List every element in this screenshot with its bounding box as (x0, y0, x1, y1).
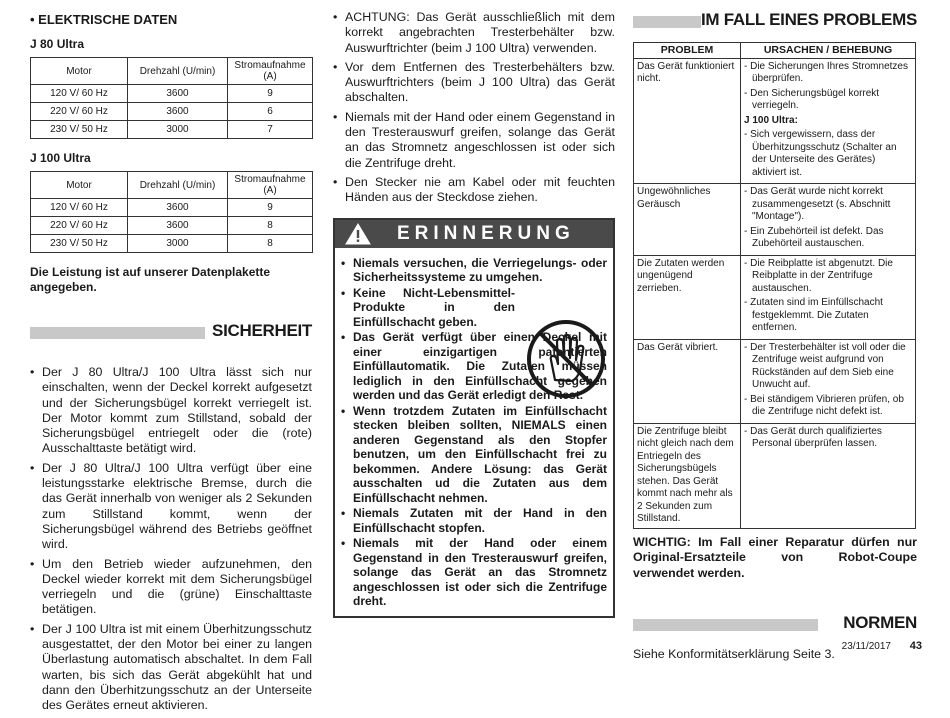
list-item: • ACHTUNG: Das Gerät ausschließlich mit dem korrekt angebrachten Tresterbehälter bzw. Auswurftrichter (beim J 100 Ultra) verwenden. (333, 10, 615, 55)
warning-icon (345, 223, 371, 245)
section-bar (633, 619, 818, 631)
table-row: 120 V/ 60 Hz 3600 9 (31, 85, 313, 103)
reminder-box (333, 218, 615, 618)
page-footer (842, 640, 922, 652)
caution-list (333, 10, 615, 206)
column-middle (333, 10, 615, 618)
list-item: • Der J 80 Ultra/J 100 Ultra lässt sich nur einschalten, wenn der Deckel korrekt aufgesetzt und der Sicherungsbügel korrekt verriegelt ist. Der Motor kommt zum Stillstand, sobald der Sicherungsbügel entriegelt oder die (rote) Ausschalttaste betätigt wird. (30, 365, 312, 456)
section-header-norms (633, 613, 917, 637)
list-item: • Vor dem Entfernen des Tresterbehälters bzw. Auswurftrichters (beim J 100 Ultra) das Gerät abschalten. (333, 59, 615, 105)
power-note: Die Leistung ist auf unserer Datenplakette angegeben. (30, 265, 271, 294)
reminder-header (335, 220, 613, 248)
spec-table-j80 (30, 57, 313, 139)
reminder-title: ERINNERUNG (397, 222, 575, 244)
table-row: Die Zutaten werden ungenügend zerrieben. - Die Reibplatte ist abgenutzt. Die Reibplatte in der Zentrifuge austauschen. - Zutaten sind im Einfüllschacht festgeklemmt. Die Zutaten entfernen. (634, 255, 916, 339)
list-item: • Um den Betrieb wieder aufzunehmen, den Deckel wieder korrekt mit dem Sicherungsbügel verriegeln und die (grüne) Einschalttaste betätigen. (30, 556, 312, 617)
safety-list (30, 365, 312, 714)
list-item: • Der J 80 Ultra/J 100 Ultra verfügt über eine leistungsstarke elektrische Bremse, durch die das Gerät innerhalb von weniger als 2 Sekunden zum Stillstand kommt, wenn der Sicherungsbügel während des Betriebs geöffnet wird. (30, 460, 312, 552)
table-row: 220 V/ 60 Hz 3600 6 (31, 103, 313, 121)
spec-table-j100 (30, 171, 313, 253)
repair-warning: WICHTIG: Im Fall einer Reparatur dürfen nur Original-Ersatzteile von Robot-Coupe verwendet werden. (633, 534, 917, 580)
table-row: Die Zentrifuge bleibt nicht gleich nach dem Entriegeln des Sicherungsbügels stehen. Das Gerät kommt nach mehr als 2 Sekunden zum Stillstand. - Das Gerät durch qualifiziertes Personal überprüfen lassen. (634, 423, 916, 528)
table-row: Das Gerät vibriert. - Der Tresterbehälter ist voll oder die Zentrifuge weist aufgrund von Rückständen auf dem Sieb eine Unwucht auf. - Bei ständigem Vibrieren prüfen, ob die Zentrifuge nicht defekt ist. (634, 339, 916, 423)
list-item: • Niemals mit der Hand oder einem Gegenstand in den Tresterauswurf greifen, solange das Gerät an das Stromnetz angeschlossen ist oder sich die Zentrifuge dreht. (341, 536, 607, 609)
conformity-text: Siehe Konformitätserklärung Seite 3. (633, 647, 835, 661)
section-bar (30, 327, 205, 339)
table-row: 230 V/ 50 Hz 3000 8 (31, 235, 313, 253)
list-item: • Den Stecker nie am Kabel oder mit feuchten Händen aus der Steckdose ziehen. (333, 174, 615, 205)
list-item: • Niemals Zutaten mit der Hand in den Einfüllschacht stopfen. (341, 506, 607, 535)
list-item: • Niemals mit der Hand oder einem Gegenstand in den Tresterauswurf greifen, solange das Gerät an das Stromnetz angeschlossen ist oder sich die Zentrifuge dreht. (333, 109, 615, 170)
section-bar (633, 16, 701, 28)
table-header-row: Motor Drehzahl (U/min) Stromaufnahme (A) (31, 172, 313, 199)
section-header-problems (633, 10, 917, 34)
troubleshooting-table (633, 42, 916, 529)
reminder-body (335, 248, 613, 616)
section-header-safety (30, 321, 312, 345)
electrical-data-heading: • ELEKTRISCHE DATEN (30, 12, 178, 27)
section-title-problems: IM FALL EINES PROBLEMS (701, 10, 917, 29)
page-number: 43 (909, 640, 922, 652)
list-item: • Keine Nicht-Lebensmittel-Produkte in den Einfüllschacht geben. (341, 285, 515, 329)
list-item: • Das Gerät verfügt über einen Deckel mit einer einzigartigen patentierten Einfüllautomatik. Die Zutaten müssen lediglich in den Einfüllschacht gegeben werden und das Gerät erledigt den Rest. (341, 330, 607, 403)
list-item: • Der J 100 Ultra ist mit einem Überhitzungsschutz ausgestattet, der den Motor bei einer zu langen Überlastung automatisch abschaltet. In dem Fall warten, bis sich das Gerät abgekühlt hat und dann den Überhitzungsschutz an der Unterseite des Gerätes erneut aktivieren. (30, 621, 312, 713)
footer-date: 23/11/2017 (841, 641, 891, 652)
list-item: • Niemals versuchen, die Verriegelungs- oder Sicherheitssysteme zu umgehen. (341, 255, 607, 285)
model-label-j80: J 80 Ultra (30, 37, 85, 51)
table-row: Das Gerät funktioniert nicht. - Die Sicherungen Ihres Stromnetzes überprüfen. - Den Sicherungsbügel korrekt verriegeln. J 100 Ultra: - Sich vergewissern, dass der Überhitzungsschutz (Schalter an der Unterseite des Gerätes) aktiviert ist. (634, 58, 916, 184)
table-header-row: Motor Drehzahl (U/min) Stromaufnahme (A) (31, 58, 313, 85)
table-row: 230 V/ 50 Hz 3000 7 (31, 121, 313, 139)
reminder-list (341, 256, 607, 609)
table-row: 220 V/ 60 Hz 3600 8 (31, 217, 313, 235)
model-label-j100: J 100 Ultra (30, 151, 91, 165)
table-row: Ungewöhnliches Geräusch - Das Gerät wurde nicht korrekt zusammengesetzt (s. Abschnitt "Montage"). - Ein Zubehörteil ist defekt. Das Zubehörteil austauschen. (634, 184, 916, 256)
column-left (30, 10, 312, 718)
table-header-row: PROBLEM URSACHEN / BEHEBUNG (634, 43, 916, 59)
column-right (633, 10, 917, 661)
table-row: 120 V/ 60 Hz 3600 9 (31, 199, 313, 217)
section-title-norms: NORMEN (843, 613, 917, 632)
section-title-safety: SICHERHEIT (212, 321, 312, 340)
list-item: • Wenn trotzdem Zutaten im Einfüllschacht stecken bleiben sollten, NIEMALS einen anderen Gegenstand als den Stopfer benutzen, um den Einfüllschacht frei zu bekommen. Andere Lösung: das Gerät ausschalten ud die Zutaten aus dem Einfüllschacht nehmen. (341, 403, 607, 505)
